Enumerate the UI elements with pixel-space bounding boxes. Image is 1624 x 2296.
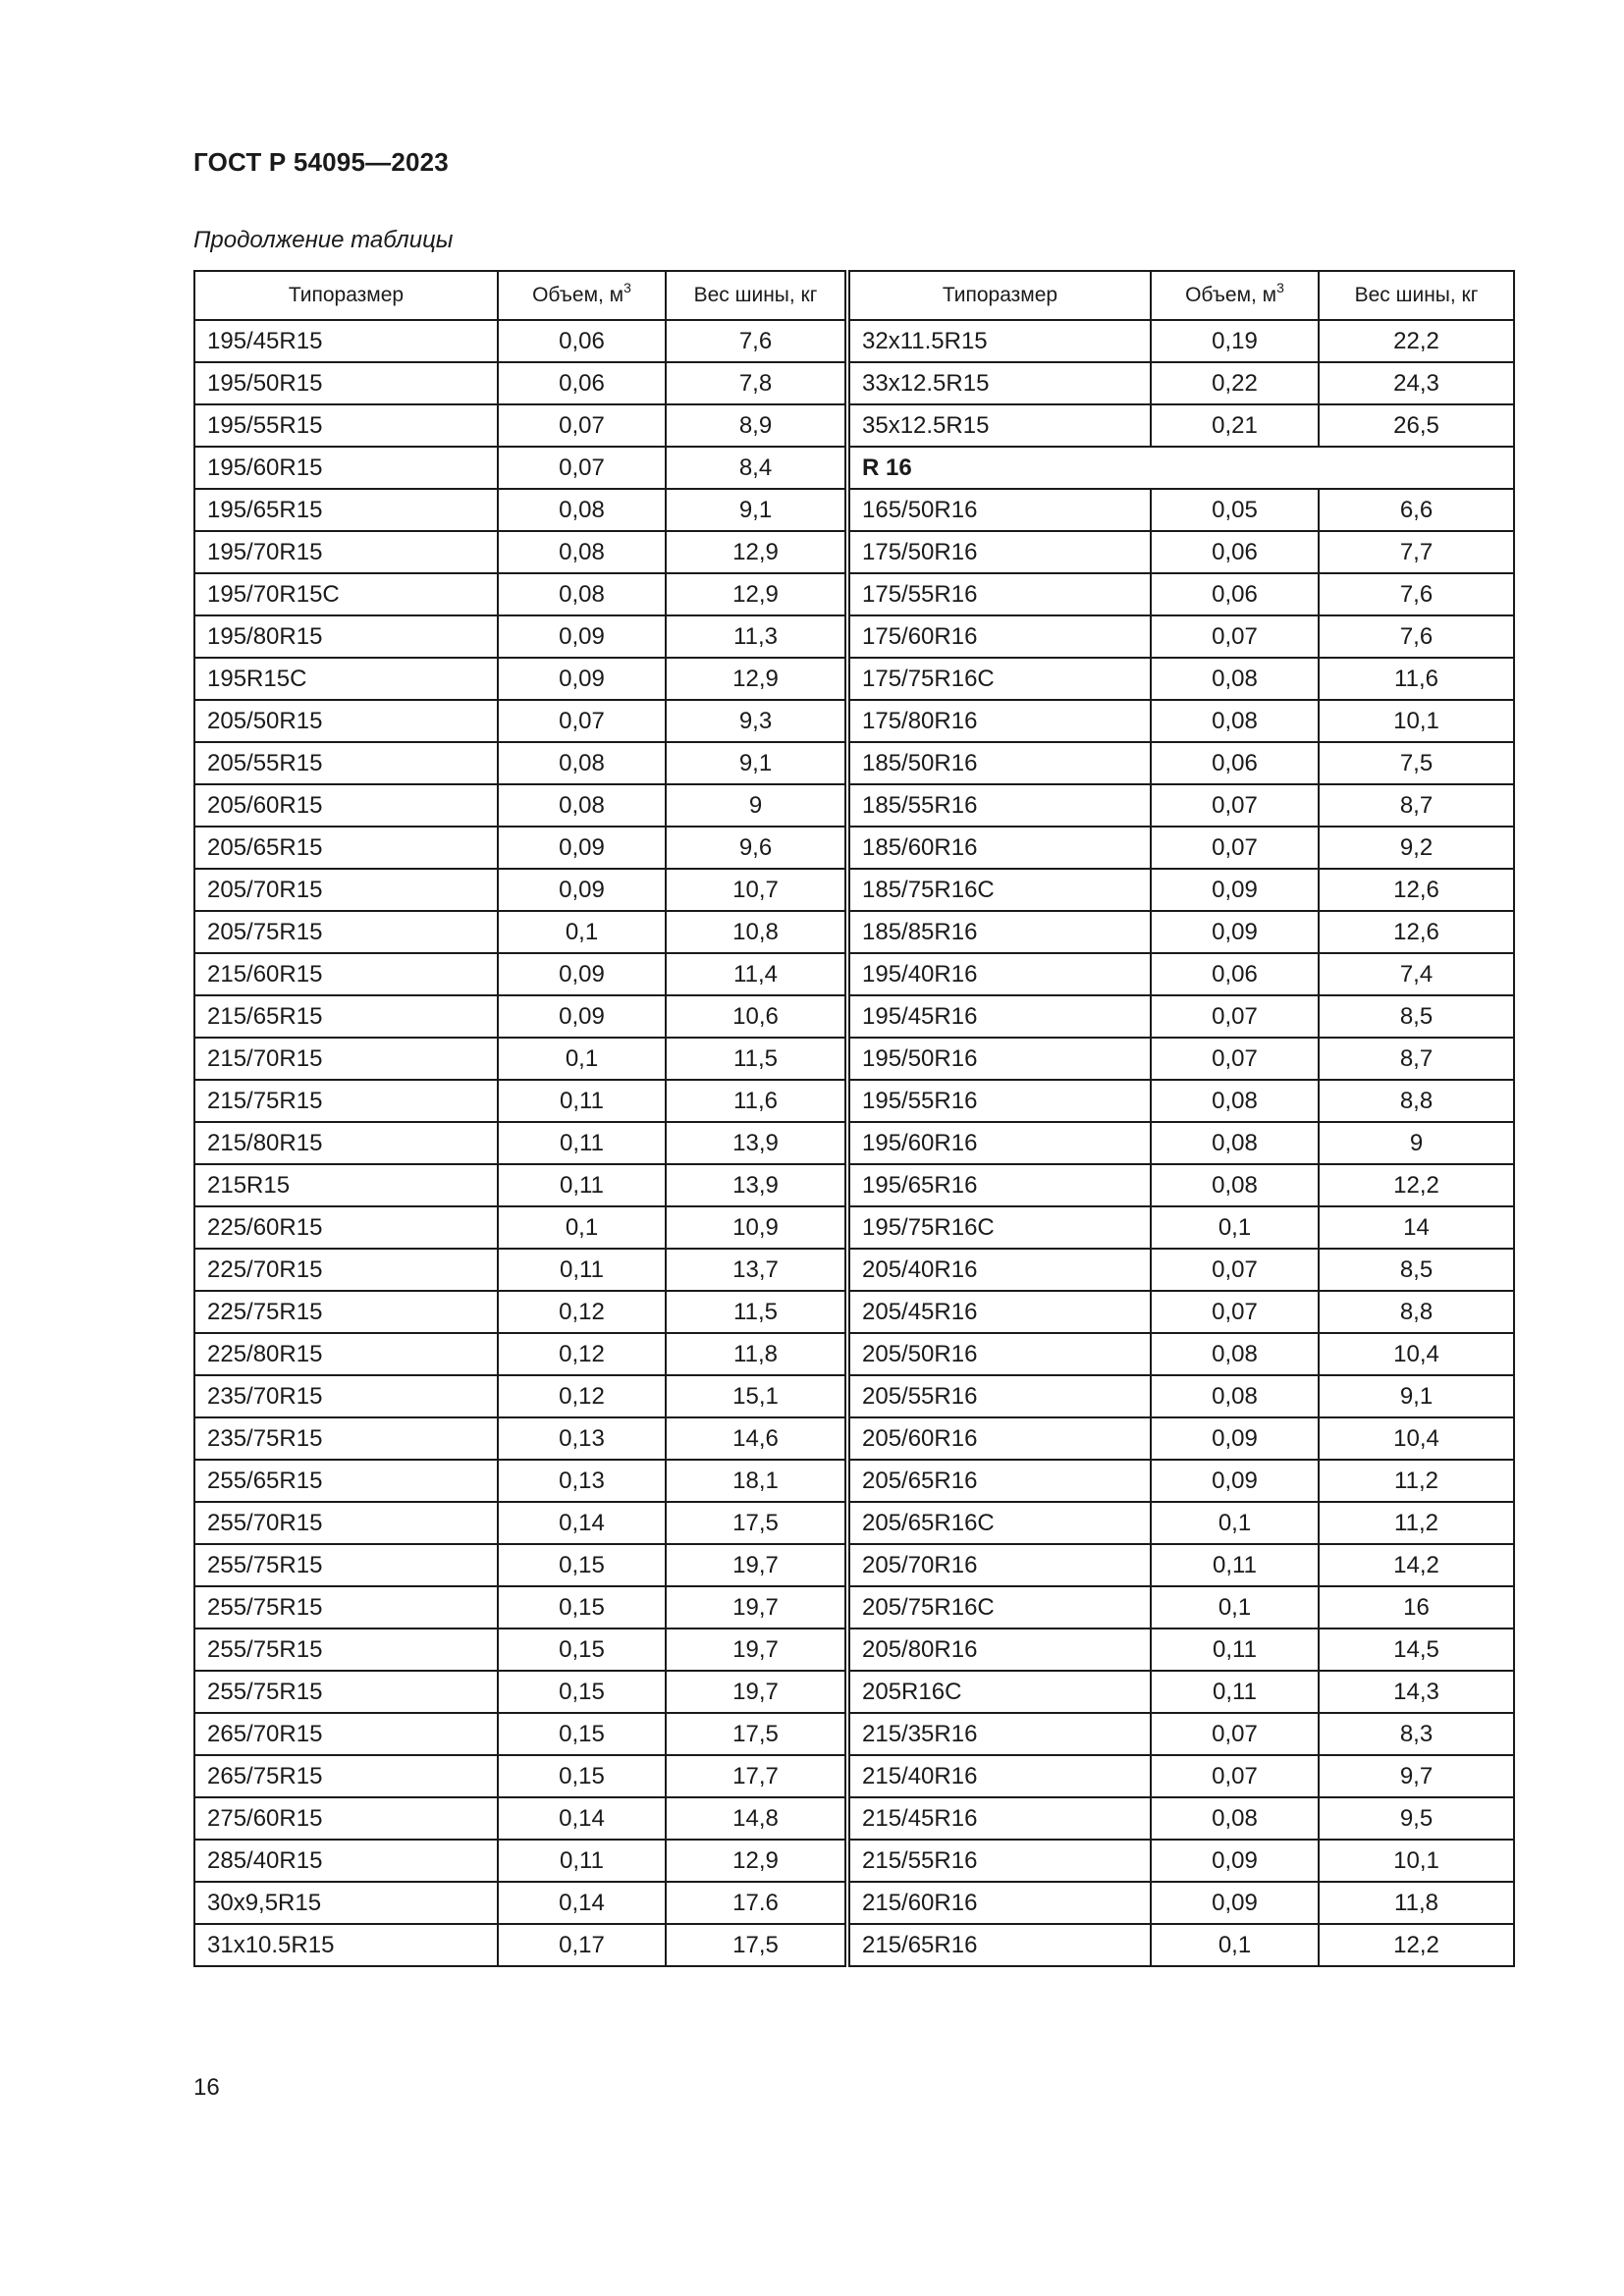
volume-cell: 0,21 <box>1151 404 1319 447</box>
size-cell: 185/55R16 <box>847 784 1151 827</box>
size-cell: 205/75R16C <box>847 1586 1151 1629</box>
table-row <box>194 1375 1514 1417</box>
volume-cell: 0,09 <box>1151 911 1319 953</box>
size-cell: 205/65R16 <box>847 1460 1151 1502</box>
weight-cell: 14,2 <box>1319 1544 1514 1586</box>
table-row <box>194 1797 1514 1840</box>
size-cell: 185/60R16 <box>847 827 1151 869</box>
size-cell: 205/50R15 <box>194 700 498 742</box>
size-cell: 205/65R15 <box>194 827 498 869</box>
volume-cell: 0,09 <box>1151 1417 1319 1460</box>
size-cell: 195/40R16 <box>847 953 1151 995</box>
volume-cell: 0,07 <box>1151 1713 1319 1755</box>
volume-cell: 0,07 <box>498 700 666 742</box>
weight-cell: 7,6 <box>1319 615 1514 658</box>
weight-cell: 12,9 <box>666 531 847 573</box>
weight-cell: 8,3 <box>1319 1713 1514 1755</box>
table-row <box>194 1713 1514 1755</box>
weight-cell: 10,9 <box>666 1206 847 1249</box>
table-row <box>194 1417 1514 1460</box>
table-row <box>194 995 1514 1038</box>
size-cell: 265/75R15 <box>194 1755 498 1797</box>
size-cell: 225/60R15 <box>194 1206 498 1249</box>
size-cell: 205/70R15 <box>194 869 498 911</box>
size-cell: 195R15C <box>194 658 498 700</box>
volume-cell: 0,15 <box>498 1755 666 1797</box>
table-row <box>194 1291 1514 1333</box>
size-cell: 195/65R15 <box>194 489 498 531</box>
volume-cell: 0,11 <box>1151 1671 1319 1713</box>
size-cell: 195/65R16 <box>847 1164 1151 1206</box>
volume-cell: 0,07 <box>1151 995 1319 1038</box>
volume-cell: 0,13 <box>498 1417 666 1460</box>
table-row <box>194 700 1514 742</box>
volume-cell: 0,11 <box>1151 1544 1319 1586</box>
volume-cell: 0,08 <box>498 742 666 784</box>
weight-cell: 10,6 <box>666 995 847 1038</box>
table-row <box>194 1080 1514 1122</box>
weight-cell: 14,8 <box>666 1797 847 1840</box>
weight-cell: 12,2 <box>1319 1164 1514 1206</box>
table-row <box>194 489 1514 531</box>
size-cell: 175/50R16 <box>847 531 1151 573</box>
size-cell: 205/55R15 <box>194 742 498 784</box>
table-row <box>194 1840 1514 1882</box>
volume-cell: 0,1 <box>1151 1586 1319 1629</box>
weight-cell: 13,7 <box>666 1249 847 1291</box>
size-cell: 205/60R16 <box>847 1417 1151 1460</box>
weight-cell: 9,2 <box>1319 827 1514 869</box>
weight-cell: 9,1 <box>666 489 847 531</box>
weight-cell: 11,6 <box>666 1080 847 1122</box>
volume-cell: 0,1 <box>1151 1206 1319 1249</box>
weight-cell: 15,1 <box>666 1375 847 1417</box>
weight-cell: 11,2 <box>1319 1502 1514 1544</box>
header-weight: Вес шины, кг <box>666 271 847 320</box>
weight-cell: 17,5 <box>666 1502 847 1544</box>
table-row <box>194 911 1514 953</box>
size-cell: 225/70R15 <box>194 1249 498 1291</box>
size-cell: 205/45R16 <box>847 1291 1151 1333</box>
volume-cell: 0,14 <box>498 1797 666 1840</box>
size-cell: 235/70R15 <box>194 1375 498 1417</box>
size-cell: 205/80R16 <box>847 1629 1151 1671</box>
volume-cell: 0,07 <box>498 447 666 489</box>
volume-cell: 0,08 <box>498 531 666 573</box>
weight-cell: 7,6 <box>1319 573 1514 615</box>
weight-cell: 10,1 <box>1319 700 1514 742</box>
size-cell: 195/55R15 <box>194 404 498 447</box>
size-cell: 255/75R15 <box>194 1586 498 1629</box>
weight-cell: 8,8 <box>1319 1080 1514 1122</box>
weight-cell: 19,7 <box>666 1544 847 1586</box>
volume-cell: 0,1 <box>498 1206 666 1249</box>
table-row <box>194 1460 1514 1502</box>
weight-cell: 18,1 <box>666 1460 847 1502</box>
volume-cell: 0,15 <box>498 1629 666 1671</box>
weight-cell: 9,1 <box>1319 1375 1514 1417</box>
volume-cell: 0,08 <box>1151 1122 1319 1164</box>
weight-cell: 16 <box>1319 1586 1514 1629</box>
size-cell: 215/35R16 <box>847 1713 1151 1755</box>
volume-cell: 0,07 <box>1151 784 1319 827</box>
page-number: 16 <box>193 2074 220 2101</box>
table-row <box>194 1502 1514 1544</box>
volume-cell: 0,11 <box>498 1080 666 1122</box>
size-cell: 215/60R15 <box>194 953 498 995</box>
header-weight: Вес шины, кг <box>1319 271 1514 320</box>
table-row <box>194 1164 1514 1206</box>
table-row <box>194 615 1514 658</box>
weight-cell: 9,7 <box>1319 1755 1514 1797</box>
weight-cell: 12,9 <box>666 658 847 700</box>
table-row <box>194 1755 1514 1797</box>
size-cell: 205/60R15 <box>194 784 498 827</box>
volume-cell: 0,1 <box>498 1038 666 1080</box>
weight-cell: 9,6 <box>666 827 847 869</box>
volume-cell: 0,11 <box>498 1249 666 1291</box>
volume-cell: 0,09 <box>1151 1840 1319 1882</box>
size-cell: 195/50R16 <box>847 1038 1151 1080</box>
volume-cell: 0,12 <box>498 1333 666 1375</box>
weight-cell: 11,8 <box>1319 1882 1514 1924</box>
volume-cell: 0,09 <box>1151 869 1319 911</box>
volume-cell: 0,17 <box>498 1924 666 1966</box>
volume-cell: 0,11 <box>498 1164 666 1206</box>
table-caption: Продолжение таблицы <box>193 227 454 253</box>
weight-cell: 12,9 <box>666 1840 847 1882</box>
table-row <box>194 1206 1514 1249</box>
weight-cell: 10,4 <box>1319 1417 1514 1460</box>
weight-cell: 17.6 <box>666 1882 847 1924</box>
size-cell: 255/75R15 <box>194 1544 498 1586</box>
volume-cell: 0,08 <box>1151 700 1319 742</box>
weight-cell: 7,8 <box>666 362 847 404</box>
weight-cell: 19,7 <box>666 1629 847 1671</box>
volume-cell: 0,15 <box>498 1586 666 1629</box>
weight-cell: 12,6 <box>1319 911 1514 953</box>
header-size: Типоразмер <box>847 271 1151 320</box>
size-cell: 30x9,5R15 <box>194 1882 498 1924</box>
weight-cell: 11,5 <box>666 1291 847 1333</box>
weight-cell: 9,1 <box>666 742 847 784</box>
size-cell: 215/60R16 <box>847 1882 1151 1924</box>
weight-cell: 9,5 <box>1319 1797 1514 1840</box>
volume-cell: 0,1 <box>498 911 666 953</box>
weight-cell: 8,7 <box>1319 784 1514 827</box>
volume-cell: 0,09 <box>1151 1460 1319 1502</box>
table-row <box>194 742 1514 784</box>
volume-cell: 0,14 <box>498 1882 666 1924</box>
size-cell: 195/70R15C <box>194 573 498 615</box>
size-cell: 215/65R16 <box>847 1924 1151 1966</box>
table-header-row <box>194 271 1514 320</box>
volume-cell: 0,08 <box>1151 1375 1319 1417</box>
size-cell: 215/75R15 <box>194 1080 498 1122</box>
volume-cell: 0,09 <box>498 995 666 1038</box>
table-row <box>194 573 1514 615</box>
table-row <box>194 1249 1514 1291</box>
weight-cell: 19,7 <box>666 1671 847 1713</box>
size-cell: 175/75R16C <box>847 658 1151 700</box>
header-volume: Объем, $м^3$ <box>1151 271 1319 320</box>
size-cell: 195/50R15 <box>194 362 498 404</box>
table-row <box>194 1544 1514 1586</box>
table-row <box>194 658 1514 700</box>
volume-cell: 0,09 <box>498 827 666 869</box>
size-cell: 195/75R16C <box>847 1206 1151 1249</box>
table-row <box>194 869 1514 911</box>
volume-cell: 0,08 <box>498 784 666 827</box>
weight-cell: 12,9 <box>666 573 847 615</box>
weight-cell: 19,7 <box>666 1586 847 1629</box>
size-cell: 165/50R16 <box>847 489 1151 531</box>
size-cell: 215/45R16 <box>847 1797 1151 1840</box>
tire-table <box>193 270 1513 1967</box>
table-row <box>194 1333 1514 1375</box>
size-cell: 215/80R15 <box>194 1122 498 1164</box>
volume-cell: 0,15 <box>498 1713 666 1755</box>
size-cell: 205/75R15 <box>194 911 498 953</box>
weight-cell: 12,2 <box>1319 1924 1514 1966</box>
volume-cell: 0,08 <box>498 489 666 531</box>
table-row <box>194 784 1514 827</box>
size-cell: 265/70R15 <box>194 1713 498 1755</box>
volume-cell: 0,12 <box>498 1291 666 1333</box>
volume-cell: 0,11 <box>498 1840 666 1882</box>
weight-cell: 13,9 <box>666 1164 847 1206</box>
weight-cell: 13,9 <box>666 1122 847 1164</box>
volume-cell: 0,06 <box>1151 573 1319 615</box>
size-cell: 195/45R15 <box>194 320 498 362</box>
weight-cell: 11,6 <box>1319 658 1514 700</box>
document-code: ГОСТ Р 54095—2023 <box>193 147 449 177</box>
weight-cell: 22,2 <box>1319 320 1514 362</box>
volume-cell: 0,08 <box>1151 658 1319 700</box>
volume-cell: 0,15 <box>498 1544 666 1586</box>
table-row <box>194 1671 1514 1713</box>
size-cell: 215/55R16 <box>847 1840 1151 1882</box>
size-cell: 195/45R16 <box>847 995 1151 1038</box>
volume-cell: 0,07 <box>1151 1291 1319 1333</box>
volume-cell: 0,07 <box>1151 1038 1319 1080</box>
size-cell: 33x12.5R15 <box>847 362 1151 404</box>
size-cell: 225/75R15 <box>194 1291 498 1333</box>
size-cell: 185/75R16C <box>847 869 1151 911</box>
volume-cell: 0,15 <box>498 1671 666 1713</box>
table-row <box>194 1122 1514 1164</box>
size-cell: 215/40R16 <box>847 1755 1151 1797</box>
size-cell: 205/70R16 <box>847 1544 1151 1586</box>
size-cell: 215R15 <box>194 1164 498 1206</box>
weight-cell: 17,7 <box>666 1755 847 1797</box>
weight-cell: 10,1 <box>1319 1840 1514 1882</box>
weight-cell: 24,3 <box>1319 362 1514 404</box>
volume-cell: 0,11 <box>1151 1629 1319 1671</box>
volume-cell: 0,13 <box>498 1460 666 1502</box>
volume-cell: 0,1 <box>1151 1502 1319 1544</box>
table-row <box>194 1924 1514 1966</box>
weight-cell: 9,3 <box>666 700 847 742</box>
size-cell: 195/80R15 <box>194 615 498 658</box>
volume-cell: 0,06 <box>498 362 666 404</box>
size-cell: 235/75R15 <box>194 1417 498 1460</box>
size-cell: 255/70R15 <box>194 1502 498 1544</box>
weight-cell: 11,3 <box>666 615 847 658</box>
weight-cell: 8,5 <box>1319 995 1514 1038</box>
size-cell: 215/65R15 <box>194 995 498 1038</box>
volume-cell: 0,22 <box>1151 362 1319 404</box>
weight-cell: 11,4 <box>666 953 847 995</box>
size-cell: 215/70R15 <box>194 1038 498 1080</box>
volume-cell: 0,09 <box>1151 1882 1319 1924</box>
size-cell: 195/60R16 <box>847 1122 1151 1164</box>
volume-cell: 0,11 <box>498 1122 666 1164</box>
weight-cell: 7,4 <box>1319 953 1514 995</box>
volume-cell: 0,09 <box>498 869 666 911</box>
weight-cell: 7,7 <box>1319 531 1514 573</box>
weight-cell: 8,5 <box>1319 1249 1514 1291</box>
table-row <box>194 1629 1514 1671</box>
weight-cell: 12,6 <box>1319 869 1514 911</box>
weight-cell: 17,5 <box>666 1713 847 1755</box>
volume-cell: 0,09 <box>498 658 666 700</box>
weight-cell: 8,4 <box>666 447 847 489</box>
size-cell: 195/70R15 <box>194 531 498 573</box>
volume-cell: 0,06 <box>498 320 666 362</box>
volume-cell: 0,08 <box>498 573 666 615</box>
weight-cell: 9 <box>666 784 847 827</box>
volume-cell: 0,19 <box>1151 320 1319 362</box>
size-cell: 275/60R15 <box>194 1797 498 1840</box>
size-cell: 205/50R16 <box>847 1333 1151 1375</box>
weight-cell: 11,8 <box>666 1333 847 1375</box>
volume-cell: 0,07 <box>1151 615 1319 658</box>
volume-cell: 0,06 <box>1151 742 1319 784</box>
table-row <box>194 827 1514 869</box>
weight-cell: 11,5 <box>666 1038 847 1080</box>
volume-cell: 0,07 <box>498 404 666 447</box>
volume-cell: 0,14 <box>498 1502 666 1544</box>
table-row <box>194 953 1514 995</box>
size-cell: 255/75R15 <box>194 1629 498 1671</box>
size-cell: 175/55R16 <box>847 573 1151 615</box>
size-cell: 285/40R15 <box>194 1840 498 1882</box>
size-cell: 205/40R16 <box>847 1249 1151 1291</box>
size-cell: 205/55R16 <box>847 1375 1151 1417</box>
size-cell: 195/55R16 <box>847 1080 1151 1122</box>
size-cell: 175/60R16 <box>847 615 1151 658</box>
volume-cell: 0,09 <box>498 953 666 995</box>
size-cell: 255/65R15 <box>194 1460 498 1502</box>
weight-cell: 26,5 <box>1319 404 1514 447</box>
weight-cell: 10,4 <box>1319 1333 1514 1375</box>
header-volume: Объем, $м^3$ <box>498 271 666 320</box>
weight-cell: 8,7 <box>1319 1038 1514 1080</box>
size-cell: 255/75R15 <box>194 1671 498 1713</box>
table-row <box>194 1038 1514 1080</box>
table-row <box>194 447 1514 489</box>
volume-cell: 0,06 <box>1151 953 1319 995</box>
table-row <box>194 404 1514 447</box>
size-cell: 205/65R16C <box>847 1502 1151 1544</box>
size-cell: 175/80R16 <box>847 700 1151 742</box>
volume-cell: 0,07 <box>1151 827 1319 869</box>
volume-cell: 0,07 <box>1151 1755 1319 1797</box>
table-row <box>194 531 1514 573</box>
size-cell: 185/85R16 <box>847 911 1151 953</box>
section-heading-cell: R 16 <box>847 447 1514 489</box>
weight-cell: 9 <box>1319 1122 1514 1164</box>
volume-cell: 0,12 <box>498 1375 666 1417</box>
volume-cell: 0,08 <box>1151 1333 1319 1375</box>
weight-cell: 14 <box>1319 1206 1514 1249</box>
table-row <box>194 1882 1514 1924</box>
volume-cell: 0,09 <box>498 615 666 658</box>
weight-cell: 11,2 <box>1319 1460 1514 1502</box>
header-size: Типоразмер <box>194 271 498 320</box>
weight-cell: 8,9 <box>666 404 847 447</box>
volume-cell: 0,05 <box>1151 489 1319 531</box>
table-row <box>194 362 1514 404</box>
size-cell: 185/50R16 <box>847 742 1151 784</box>
volume-cell: 0,06 <box>1151 531 1319 573</box>
volume-cell: 0,08 <box>1151 1797 1319 1840</box>
volume-cell: 0,08 <box>1151 1080 1319 1122</box>
volume-cell: 0,07 <box>1151 1249 1319 1291</box>
size-cell: 195/60R15 <box>194 447 498 489</box>
size-cell: 32x11.5R15 <box>847 320 1151 362</box>
weight-cell: 14,6 <box>666 1417 847 1460</box>
weight-cell: 17,5 <box>666 1924 847 1966</box>
weight-cell: 6,6 <box>1319 489 1514 531</box>
size-cell: 31x10.5R15 <box>194 1924 498 1966</box>
volume-cell: 0,1 <box>1151 1924 1319 1966</box>
weight-cell: 10,7 <box>666 869 847 911</box>
weight-cell: 8,8 <box>1319 1291 1514 1333</box>
volume-cell: 0,08 <box>1151 1164 1319 1206</box>
size-cell: 35x12.5R15 <box>847 404 1151 447</box>
size-cell: 205R16C <box>847 1671 1151 1713</box>
weight-cell: 7,5 <box>1319 742 1514 784</box>
table-row <box>194 320 1514 362</box>
table-row <box>194 1586 1514 1629</box>
weight-cell: 14,3 <box>1319 1671 1514 1713</box>
weight-cell: 14,5 <box>1319 1629 1514 1671</box>
weight-cell: 7,6 <box>666 320 847 362</box>
size-cell: 225/80R15 <box>194 1333 498 1375</box>
weight-cell: 10,8 <box>666 911 847 953</box>
